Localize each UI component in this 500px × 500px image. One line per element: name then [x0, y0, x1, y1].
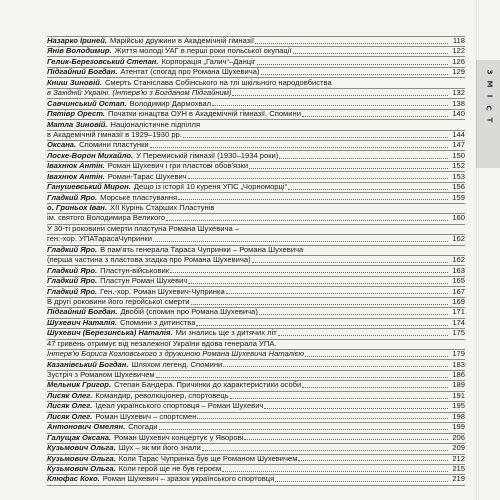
- toc-page-number: 163: [452, 265, 465, 275]
- row-divider: [47, 234, 465, 235]
- section-tab: [476, 60, 500, 168]
- leader-dots: [222, 471, 448, 472]
- toc-author: Клюфас Коко.: [47, 474, 100, 484]
- toc-entry: [47, 109, 465, 119]
- toc-title: в Західній Україні. (Інтерв'ю з Богданом Підгайним): [47, 88, 232, 98]
- toc-author: Оксана.: [47, 140, 77, 150]
- toc-author: Івахнюк Антін.: [47, 171, 105, 181]
- toc-entry: [47, 266, 465, 276]
- toc-title: Морське пластування: [100, 192, 178, 202]
- row-divider: [47, 276, 465, 277]
- row-divider: [47, 245, 465, 246]
- toc-title: Смерть Станіслава Собінського на тлі шкільного народовбиства: [104, 77, 332, 87]
- leader-dots: [244, 439, 448, 440]
- toc-title: Спомини пластунки: [79, 140, 149, 150]
- toc-title: Спомини з дитинства: [119, 317, 196, 327]
- leader-dots: [264, 408, 448, 409]
- row-divider: [47, 161, 465, 162]
- toc-entry: [47, 140, 465, 150]
- row-divider: [47, 370, 465, 371]
- toc-author: Гелик-Березовський Степан.: [47, 56, 159, 66]
- toc-title: Роман Шухевич – зразок українського спортовця: [102, 474, 275, 484]
- toc-title: ген.-хор. УПАТарасаЧупринки: [47, 234, 152, 244]
- toc-title: Спогади: [128, 422, 158, 432]
- toc-author: Підгайний Богдан.: [47, 67, 118, 77]
- toc-entry: [47, 360, 465, 370]
- toc-page-number: 156: [452, 182, 465, 192]
- row-divider: [47, 454, 465, 455]
- row-divider: [47, 422, 465, 423]
- toc-title: В пам'ять генерала Тараса Чупринки – Романа Шухевича: [100, 244, 304, 254]
- toc-author: Гладкий Ярo.: [47, 276, 98, 286]
- toc-page-number: 150: [452, 150, 465, 160]
- leader-dots: [232, 95, 448, 96]
- toc-title: Початки юнацтва ОУН в Академічній гімназії. Спомини: [107, 109, 301, 119]
- leader-dots: [150, 147, 448, 148]
- leader-dots: [153, 241, 448, 242]
- row-divider: [47, 286, 465, 287]
- toc-author: Кузьмович Ольга.: [47, 453, 116, 463]
- leader-dots: [293, 53, 448, 54]
- toc-page-number: 126: [452, 56, 465, 66]
- toc-page-number: 118: [452, 36, 465, 45]
- toc-title: Роман-Тарас Шухевич: [107, 171, 187, 181]
- toc-entry: [47, 339, 465, 349]
- toc-page-number: 162: [452, 234, 465, 244]
- row-divider: [47, 339, 465, 340]
- toc-page-number: 160: [452, 213, 465, 223]
- toc-page-number: 167: [452, 286, 465, 296]
- toc-page-number: 138: [452, 98, 465, 108]
- toc-entry: [47, 318, 465, 328]
- row-divider: [47, 213, 465, 214]
- toc-title: Пластун-військовик: [100, 265, 170, 275]
- toc-title: Інтерв'ю Бориса Козловського з дружиною Романа Шухевича Наталією: [47, 349, 305, 359]
- toc-page-number: 191: [452, 390, 465, 400]
- leader-dots: [261, 74, 449, 75]
- leader-dots: [252, 262, 448, 263]
- toc-entry: [47, 203, 465, 213]
- toc-page-number: 169: [452, 296, 465, 306]
- toc-author: Шухевич Наталія.: [47, 317, 117, 327]
- toc-author: Лисяк Олег.: [47, 401, 93, 411]
- row-divider: [47, 140, 465, 141]
- toc-author: Назарко Іриней.: [47, 36, 107, 45]
- row-divider: [47, 433, 465, 434]
- tab-letter: З: [484, 69, 493, 75]
- toc-entry: [47, 370, 465, 380]
- toc-page-number: 162: [452, 255, 465, 265]
- row-divider: [47, 56, 465, 57]
- toc-page-number: 189: [452, 380, 465, 390]
- toc-title: (перша частина з пластова згадка про Романа Шухевича): [47, 255, 251, 265]
- leader-dots: [275, 481, 448, 482]
- toc-title: в Академічній гімназії в 1929–1930 рр.: [47, 129, 182, 139]
- row-divider: [47, 443, 465, 444]
- toc-entry: [47, 193, 465, 203]
- toc-page-number: 183: [452, 359, 465, 369]
- row-divider: [47, 130, 465, 131]
- toc-entry: [47, 78, 465, 88]
- toc-title: Роман Шухевич і гри пластові обов'язки: [107, 161, 249, 171]
- leader-dots: [298, 460, 448, 461]
- toc-page-number: 199: [452, 422, 465, 432]
- row-divider: [47, 36, 465, 37]
- toc-author: Лисяк Олег.: [47, 390, 93, 400]
- toc-page-number: 174: [452, 317, 465, 327]
- toc-author: Галущак Оксана.: [47, 432, 112, 442]
- toc-entry: [47, 422, 465, 432]
- toc-page-number: 215: [452, 463, 465, 473]
- toc-title: Марійські дружини в Академічній гімназії: [110, 36, 254, 45]
- toc-author: Івахнюк Антін.: [47, 161, 105, 171]
- toc-author: о. Гриньох Іван.: [47, 203, 108, 212]
- row-divider: [47, 474, 465, 475]
- toc-title: Атентат (спогад про Романа Шухевича): [120, 67, 260, 77]
- leader-dots: [166, 220, 448, 221]
- toc-author: Шухевич (Березинська) Наталія.: [47, 328, 173, 338]
- row-divider: [47, 297, 465, 298]
- toc-entry: [47, 46, 465, 56]
- toc-entry: [47, 401, 465, 411]
- toc-author: Матла Зиновій.: [47, 119, 108, 129]
- toc-page-number: 186: [452, 370, 465, 379]
- toc-title: В другі роковини його геройської смерти: [47, 296, 190, 306]
- row-divider: [47, 119, 465, 120]
- toc-page-number: 165: [452, 276, 465, 286]
- toc-title: Дещо із історії 10 куреня УПС „Чорноморці“: [133, 182, 288, 192]
- toc-page-number: 129: [452, 67, 465, 77]
- leader-dots: [212, 105, 448, 106]
- toc-entry: [47, 245, 465, 255]
- toc-author: Ганушевський Мирон.: [47, 182, 131, 192]
- row-divider: [47, 318, 465, 319]
- row-divider: [47, 67, 465, 68]
- toc-title: Зустріч з Романом Шухевичем: [47, 370, 155, 379]
- toc-title: Командир, революціонер, спортовець: [95, 390, 229, 400]
- toc-title: Шляхом легенд. Спомини.: [131, 359, 225, 369]
- toc-title: Роман Шухевич концертує у Яворові: [114, 432, 244, 442]
- leader-dots: [226, 293, 448, 294]
- toc-entry: [47, 172, 465, 182]
- leader-dots: [257, 64, 448, 65]
- toc-title: Коли Тарас Чупринка був ще Романом Шухевичем: [118, 453, 298, 463]
- row-divider: [47, 224, 465, 225]
- toc-page-number: 179: [452, 349, 465, 359]
- toc-entry: [47, 88, 465, 98]
- leader-dots: [183, 137, 448, 138]
- row-divider: [47, 485, 465, 486]
- toc-title: Корпорація „Галич“–Данціг: [161, 56, 256, 66]
- toc-entry: [47, 464, 465, 474]
- toc-entry: [47, 224, 465, 234]
- toc-entry: [47, 297, 465, 307]
- leader-dots: [191, 304, 448, 305]
- toc-title: У Перемиській гімназії (1930–1934 роки): [136, 150, 279, 160]
- row-divider: [47, 88, 465, 89]
- toc-entry: [47, 474, 465, 484]
- toc-entry: [47, 130, 465, 140]
- row-divider: [47, 98, 465, 99]
- toc-author: Пятівр Орест.: [47, 109, 105, 119]
- toc-entry: [47, 349, 465, 359]
- toc-author: Лоске-Ворон Михайло.: [47, 150, 134, 160]
- toc-author: Лисяк Олег.: [47, 411, 93, 421]
- toc-author: Кузьмович Ольга.: [47, 463, 116, 473]
- leader-dots: [178, 199, 448, 200]
- toc-entry: [47, 99, 465, 109]
- toc-page-number: 209: [452, 443, 465, 453]
- toc-page-number: 219: [452, 474, 465, 484]
- row-divider: [47, 150, 465, 151]
- toc-page-number: 153: [452, 171, 465, 181]
- leader-dots: [159, 429, 448, 430]
- toc-author: Гладкий Ярo.: [47, 192, 98, 202]
- toc-title: Роман Шухевич – спортсмен: [95, 411, 197, 421]
- toc-title: Степан Бандера. Причинки до характеристики особи: [114, 380, 302, 390]
- row-divider: [47, 46, 465, 47]
- toc-author: Казанівський Богдан.: [47, 359, 129, 369]
- leader-dots: [279, 158, 448, 159]
- toc-entry: [47, 213, 465, 223]
- leader-dots: [305, 356, 448, 357]
- toc-author: Гладкий Ярo.: [47, 286, 98, 296]
- toc-page-number: 206: [452, 432, 465, 442]
- toc-entry: [47, 380, 465, 390]
- toc-page-number: 140: [452, 109, 465, 119]
- toc-entry: [47, 443, 465, 453]
- row-divider: [47, 412, 465, 413]
- row-divider: [47, 109, 465, 110]
- toc-entry: [47, 255, 465, 265]
- row-divider: [47, 328, 465, 329]
- row-divider: [47, 203, 465, 204]
- leader-dots: [196, 325, 448, 326]
- toc-page-number: 198: [452, 411, 465, 421]
- toc-author: Савчинський Остап.: [47, 98, 127, 108]
- toc-entry: [47, 151, 465, 161]
- toc-entry: [47, 328, 465, 338]
- toc-author: Гладкий Ярo.: [47, 244, 98, 254]
- leader-dots: [188, 283, 448, 284]
- toc-page-number: 147: [452, 140, 465, 150]
- toc-page-number: 195: [452, 401, 465, 411]
- toc-title: ім. святого Володимира Великого: [47, 213, 166, 223]
- row-divider: [47, 307, 465, 308]
- toc-entry: [47, 391, 465, 401]
- toc-entry: [47, 287, 465, 297]
- toc-title: Націоналістичне підпілля: [110, 119, 201, 129]
- toc-author: Антонович Омелян.: [47, 422, 126, 432]
- leader-dots: [188, 178, 448, 179]
- row-divider: [47, 192, 465, 193]
- row-divider: [47, 391, 465, 392]
- leader-dots: [156, 377, 448, 378]
- toc-entry: [47, 433, 465, 443]
- toc-title: ХІІ Курінь Старших Пластунів: [110, 203, 215, 212]
- toc-title: Коли герой ще не був героєм: [118, 463, 222, 473]
- toc-title: Володимир Дармохвал: [129, 98, 212, 108]
- leader-dots: [170, 272, 448, 273]
- row-divider: [47, 255, 465, 256]
- toc-page-number: 159: [452, 192, 465, 202]
- toc-page-number: 171: [452, 307, 465, 317]
- leader-dots: [278, 335, 448, 336]
- toc-title: Шух – як ми його знали: [118, 443, 201, 453]
- toc-page-number: 132: [452, 88, 465, 98]
- table-of-contents: [47, 36, 465, 485]
- tab-letter: С: [484, 105, 493, 111]
- row-divider: [47, 464, 465, 465]
- row-divider: [47, 77, 465, 78]
- leader-dots: [230, 398, 448, 399]
- toc-title: Життя молоді УАГ в перші роки польської окупації: [114, 46, 292, 56]
- row-divider: [47, 380, 465, 381]
- row-divider: [47, 349, 465, 350]
- toc-title: Двобій (спомин про Романа Шухевича): [120, 307, 258, 317]
- toc-page-number: 212: [452, 453, 465, 463]
- leader-dots: [302, 116, 448, 117]
- toc-entry: [47, 120, 465, 130]
- toc-entry: [47, 454, 465, 464]
- toc-entry: [47, 234, 465, 244]
- toc-entry: [47, 412, 465, 422]
- tab-letter: М: [485, 80, 493, 88]
- leader-dots: [259, 314, 448, 315]
- toc-author: Гладкий Ярo.: [47, 265, 98, 275]
- toc-title: У 30-ті роковини смерти пластуна Романа Шухевича –: [47, 223, 240, 233]
- toc-page-number: 175: [452, 328, 465, 338]
- leader-dots: [202, 450, 448, 451]
- row-divider: [47, 171, 465, 172]
- tab-letter: І: [484, 94, 493, 98]
- tab-letter: Т: [485, 117, 493, 123]
- toc-author: Янів Володимир.: [47, 46, 112, 56]
- leader-dots: [302, 387, 448, 388]
- toc-entry: [47, 57, 465, 67]
- leader-dots: [197, 418, 448, 419]
- toc-entry: [47, 161, 465, 171]
- toc-title: Ген.-хор. Роман Шухевич-Чупринка: [100, 286, 225, 296]
- toc-entry: [47, 36, 465, 46]
- toc-author: Мельник Григор.: [47, 380, 112, 390]
- toc-entry: [47, 67, 465, 77]
- toc-entry: [47, 307, 465, 317]
- toc-page-number: 152: [452, 161, 465, 171]
- toc-title: Пластун Роман Шухевич: [100, 276, 188, 286]
- row-divider: [47, 182, 465, 183]
- toc-author: Кузьмович Ольга.: [47, 443, 116, 453]
- row-divider: [47, 265, 465, 266]
- toc-page-number: 144: [452, 129, 465, 139]
- section-tab-label: [480, 68, 498, 124]
- toc-author: Підгайний Богдан.: [47, 307, 118, 317]
- toc-title: Ідеал українського спортовця – Роман Шухевич: [95, 401, 264, 411]
- toc-entry: [47, 276, 465, 286]
- leader-dots: [255, 43, 448, 44]
- toc-page-number: 122: [452, 46, 465, 56]
- toc-title: Ми знались ще з дитячих літ: [175, 328, 277, 338]
- toc-entry: [47, 182, 465, 192]
- row-divider: [47, 359, 465, 360]
- toc-title: 47 гривень отримує від незалежної України вдова генерала УПА.: [47, 338, 277, 348]
- leader-dots: [225, 366, 448, 367]
- row-divider: [47, 401, 465, 402]
- toc-author: Книш Зиновій.: [47, 77, 102, 87]
- leader-dots: [249, 168, 448, 169]
- leader-dots: [288, 189, 448, 190]
